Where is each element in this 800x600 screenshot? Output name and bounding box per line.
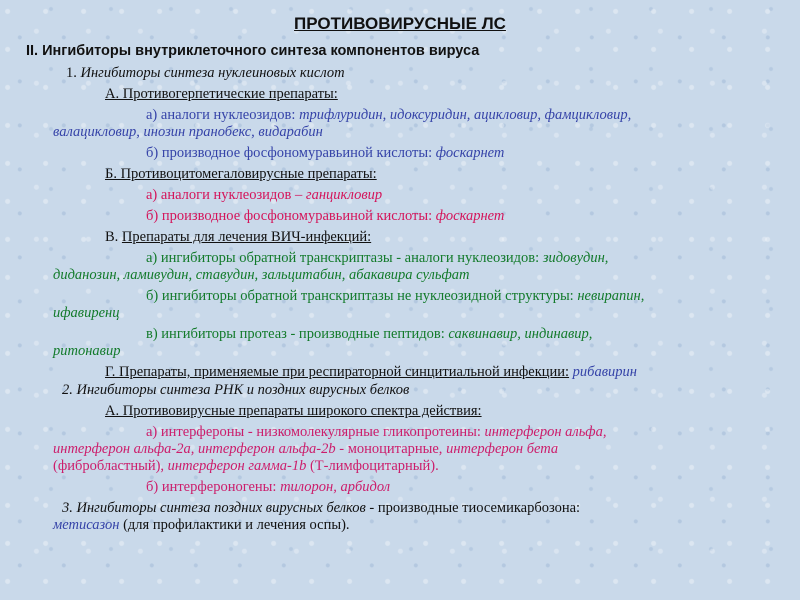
part1-number: 1. — [66, 65, 77, 81]
group-c-item-a-drugs-cont: диданозин, ламивудин, ставудин, зальцитабин, абакавира сульфат — [53, 267, 470, 283]
group-a-item-b-label: б) производное фосфономуравьиной кислоты: — [146, 145, 433, 161]
group-c-item-c — [146, 325, 592, 343]
part2-item-b — [146, 478, 390, 496]
part2-item-b-label: б) интерфероногены: — [146, 479, 277, 495]
group-b-item-b — [146, 207, 504, 225]
group-a-item-b — [146, 144, 504, 162]
part2-item-a-text1: (фибробластный), — [53, 458, 168, 474]
part3-title: 3. Ингибиторы синтеза поздних вирусных белков - — [62, 500, 375, 516]
part3-cont — [53, 516, 350, 534]
group-c-item-b-drugs-cont: ифавиренц — [53, 305, 120, 321]
part3-text: производные тиосемикарбозона: — [374, 500, 581, 516]
part2-item-a-cont2 — [53, 457, 439, 475]
group-d-heading — [105, 363, 637, 381]
part2-group-a-heading: А. Противовирусные препараты широкого спектра действия: — [105, 403, 482, 419]
part2-item-a-mid: - моноцитарные, — [335, 441, 447, 457]
group-c-item-a — [146, 249, 608, 267]
part2-item-a-drug2: интерферон бета — [446, 441, 559, 457]
part2-item-a-label: а) интерфероны - низкомолекулярные гликопротеины: — [146, 424, 481, 440]
group-c-item-a-label: а) ингибиторы обратной транскриптазы - аналоги нуклеозидов: — [146, 250, 540, 266]
group-a-heading: А. Противогерпетические препараты: — [105, 86, 338, 102]
part2-item-b-drugs: тилорон, арбидол — [280, 479, 391, 495]
group-c-item-a-drugs: зидовудин, — [542, 250, 609, 266]
group-b-item-a — [146, 186, 382, 204]
group-c-item-c-drugs: саквинавир, индинавир, — [448, 326, 593, 342]
group-c-title: Препараты для лечения ВИЧ-инфекций: — [121, 229, 372, 245]
group-c-item-c-label: в) ингибиторы протеаз - производные пептидов: — [146, 326, 445, 342]
group-c-item-b-label: б) ингибиторы обратной транскриптазы не нуклеозидной структуры: — [146, 288, 574, 304]
part2-item-a-drug1: интерферон альфа-2а, интерферон альфа-2b — [53, 441, 336, 457]
group-d-drug: рибавирин — [572, 364, 637, 380]
part2-item-a — [146, 423, 606, 441]
group-a-item-a-drugs: трифлуридин, идоксуридин, ацикловир, фамцикловир, — [299, 107, 632, 123]
part3-heading — [62, 499, 580, 517]
group-b-item-a-drug: ганцикловир — [305, 187, 383, 203]
group-c-heading — [105, 228, 371, 246]
group-c-prefix: В. — [105, 229, 119, 245]
group-a-item-b-drug: фоскарнет — [435, 145, 505, 161]
part2-item-a-drug3: интерферон гамма-1b — [167, 458, 307, 474]
part2-item-a-cont1 — [53, 440, 558, 458]
group-b-item-b-drug: фоскарнет — [435, 208, 505, 224]
group-c-item-b — [146, 287, 644, 305]
group-b-item-a-label: а) аналоги нуклеозидов – — [146, 187, 303, 203]
part2-item-a-text2: (Т-лимфоцитарный). — [306, 458, 439, 474]
part3-text2: (для профилактики и лечения оспы). — [119, 517, 350, 533]
group-a-item-a-label: а) аналоги нуклеозидов: — [146, 107, 296, 123]
group-d-title: Г. Препараты, применяемые при респираторной синцитиальной инфекции: — [105, 364, 570, 380]
group-a-item-a — [146, 106, 631, 124]
group-a-item-a-drugs-cont: валацикловир, инозин пранобекс, видарабин — [53, 124, 323, 140]
group-b-item-b-label: б) производное фосфономуравьиной кислоты: — [146, 208, 433, 224]
section-heading: II. Ингибиторы внутриклеточного синтеза компонентов вируса — [26, 43, 480, 59]
group-b-heading: Б. Противоцитомегаловирусные препараты: — [105, 166, 377, 182]
group-c-item-b-drugs: невирапин, — [577, 288, 645, 304]
part1-heading — [66, 64, 345, 82]
page-title: ПРОТИВОВИРУСНЫЕ ЛС — [294, 14, 506, 33]
part2-item-a-drugs: интерферон альфа, — [484, 424, 607, 440]
part2-heading: 2. Ингибиторы синтеза РНК и поздних вирусных белков — [62, 382, 410, 398]
part3-drug: метисазон — [53, 517, 120, 533]
group-c-item-c-drugs-cont: ритонавир — [53, 343, 121, 359]
part1-title: Ингибиторы синтеза нуклеиновых кислот — [80, 65, 345, 81]
